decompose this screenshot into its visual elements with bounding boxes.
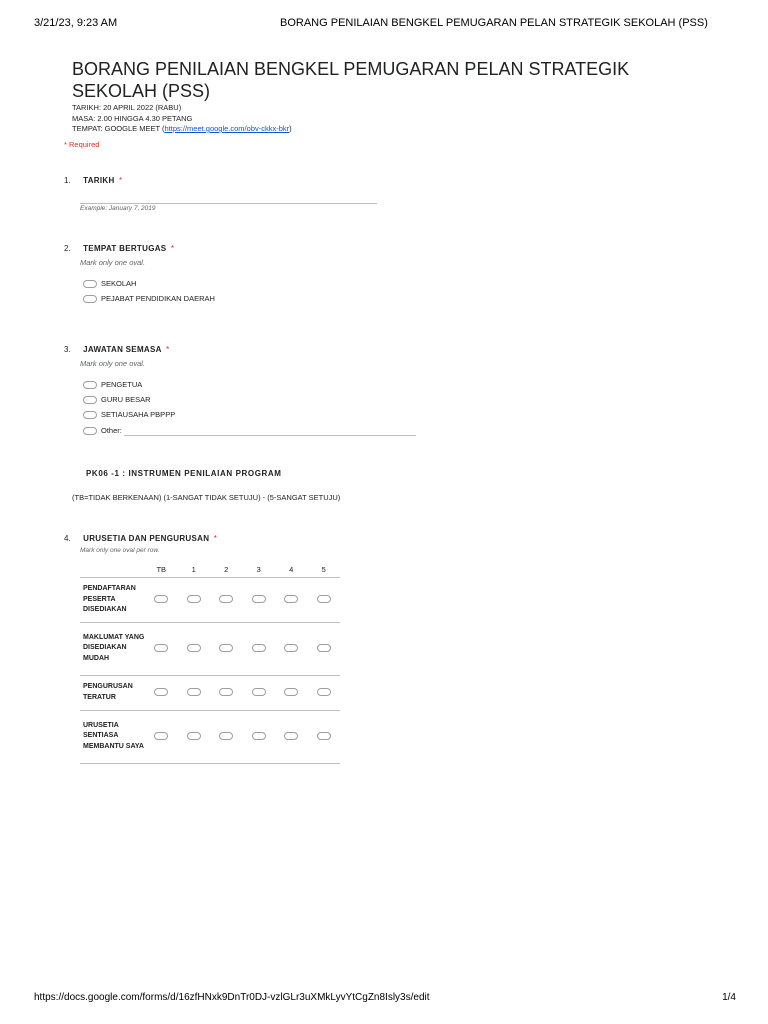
column-header: 1 bbox=[191, 564, 196, 574]
question-4-header bbox=[64, 528, 217, 546]
print-url: https://docs.google.com/forms/d/16zfHNxk9DnTr0DJ-vzlGLr3uXMkLyvYtCgZn8Isly3s/edit bbox=[34, 992, 430, 1003]
radio-oval[interactable] bbox=[83, 381, 97, 389]
desc-tarikh: TARIKH: 20 APRIL 2022 (RABU) bbox=[72, 103, 182, 112]
radio-oval[interactable] bbox=[284, 644, 298, 652]
section-description: (TB=TIDAK BERKENAAN) (1-SANGAT TIDAK SETUJU) - (5-SANGAT SETUJU) bbox=[72, 493, 341, 502]
radio-oval[interactable] bbox=[187, 595, 201, 603]
option-label: Other: bbox=[101, 426, 122, 435]
question-2-header bbox=[64, 238, 174, 256]
option-pengetua[interactable] bbox=[83, 380, 142, 389]
rating-grid bbox=[80, 561, 340, 764]
radio-oval[interactable] bbox=[187, 732, 201, 740]
form-description bbox=[72, 103, 292, 135]
grid-row bbox=[80, 578, 340, 623]
option-setiausaha-pbppp[interactable] bbox=[83, 410, 175, 419]
desc-tempat-suffix: ) bbox=[289, 124, 292, 133]
question-hint: Mark only one oval. bbox=[80, 258, 146, 267]
radio-oval[interactable] bbox=[284, 688, 298, 696]
row-label: PENDAFTARAN PESERTA DISEDIAKAN bbox=[80, 578, 145, 623]
radio-oval[interactable] bbox=[284, 732, 298, 740]
form-title: BORANG PENILAIAN BENGKEL PEMUGARAN PELAN STRATEGIK SEKOLAH (PSS) bbox=[72, 59, 630, 101]
question-number: 1. bbox=[64, 176, 71, 185]
option-label: PEJABAT PENDIDIKAN DAERAH bbox=[101, 294, 215, 303]
column-header: 5 bbox=[321, 564, 326, 574]
question-3-header bbox=[64, 339, 169, 357]
radio-oval[interactable] bbox=[219, 595, 233, 603]
desc-tempat bbox=[72, 124, 292, 135]
column-header: 3 bbox=[256, 564, 261, 574]
option-other[interactable] bbox=[83, 426, 122, 435]
radio-oval[interactable] bbox=[154, 644, 168, 652]
question-1-header bbox=[64, 170, 122, 188]
radio-oval[interactable] bbox=[219, 644, 233, 652]
required-star: * bbox=[213, 534, 217, 543]
date-example: Example: January 7, 2019 bbox=[80, 205, 156, 212]
question-number: 3. bbox=[64, 345, 71, 354]
row-label: URUSETIA SENTIASA MEMBANTU SAYA bbox=[80, 710, 145, 763]
radio-oval[interactable] bbox=[317, 595, 331, 603]
question-title: TEMPAT BERTUGAS bbox=[83, 244, 167, 253]
radio-oval[interactable] bbox=[252, 595, 266, 603]
grid-row bbox=[80, 675, 340, 710]
radio-oval[interactable] bbox=[219, 688, 233, 696]
page-number: 1/4 bbox=[722, 992, 736, 1003]
section-title: PK06 -1 : INSTRUMEN PENILAIAN PROGRAM bbox=[86, 469, 282, 478]
meet-link[interactable]: https://meet.google.com/obv-ckkx-bkr bbox=[164, 124, 290, 133]
radio-oval[interactable] bbox=[252, 732, 266, 740]
question-title: JAWATAN SEMASA bbox=[83, 345, 162, 354]
grid-row bbox=[80, 710, 340, 763]
desc-tempat-prefix: TEMPAT: GOOGLE MEET ( bbox=[72, 124, 165, 133]
question-number: 4. bbox=[64, 534, 71, 543]
column-header: 2 bbox=[224, 564, 229, 574]
other-text-field[interactable] bbox=[124, 435, 416, 436]
radio-oval[interactable] bbox=[83, 427, 97, 435]
radio-oval[interactable] bbox=[252, 688, 266, 696]
radio-oval[interactable] bbox=[317, 644, 331, 652]
question-title: TARIKH bbox=[83, 176, 115, 185]
radio-oval[interactable] bbox=[154, 688, 168, 696]
date-answer-field[interactable] bbox=[80, 203, 377, 204]
row-label: PENGURUSAN TERATUR bbox=[80, 675, 145, 710]
radio-oval[interactable] bbox=[154, 732, 168, 740]
radio-oval[interactable] bbox=[154, 595, 168, 603]
radio-oval[interactable] bbox=[187, 644, 201, 652]
grid-corner bbox=[80, 561, 145, 578]
radio-oval[interactable] bbox=[83, 280, 97, 288]
required-star: * bbox=[170, 244, 175, 253]
question-hint: Mark only one oval per row. bbox=[80, 547, 160, 554]
radio-oval[interactable] bbox=[83, 396, 97, 404]
radio-oval[interactable] bbox=[83, 295, 97, 303]
row-label: MAKLUMAT YANG DISEDIAKAN MUDAH bbox=[80, 622, 145, 675]
grid-header-row bbox=[80, 561, 340, 578]
radio-oval[interactable] bbox=[219, 732, 233, 740]
question-title: URUSETIA DAN PENGURUSAN bbox=[83, 534, 210, 543]
option-sekolah[interactable] bbox=[83, 279, 136, 288]
radio-oval[interactable] bbox=[252, 644, 266, 652]
print-doc-title: BORANG PENILAIAN BENGKEL PEMUGARAN PELAN STRATEGIK SEKOLAH (PSS) bbox=[280, 17, 708, 29]
radio-oval[interactable] bbox=[284, 595, 298, 603]
question-hint: Mark only one oval. bbox=[80, 359, 146, 368]
option-guru-besar[interactable] bbox=[83, 395, 151, 404]
option-label: SEKOLAH bbox=[101, 279, 137, 288]
column-header: TB bbox=[156, 564, 167, 574]
column-header: 4 bbox=[289, 564, 294, 574]
option-pejabat-pendidikan-daerah[interactable] bbox=[83, 294, 215, 303]
option-label: PENGETUA bbox=[101, 380, 143, 389]
required-note: * Required bbox=[64, 140, 100, 149]
print-header bbox=[34, 17, 736, 31]
option-label: GURU BESAR bbox=[101, 395, 151, 404]
radio-oval[interactable] bbox=[83, 411, 97, 419]
radio-oval[interactable] bbox=[317, 688, 331, 696]
radio-oval[interactable] bbox=[187, 688, 201, 696]
grid-row bbox=[80, 622, 340, 675]
desc-masa: MASA: 2.00 HINGGA 4.30 PETANG bbox=[72, 113, 193, 123]
question-number: 2. bbox=[64, 244, 71, 253]
required-star: * bbox=[119, 176, 123, 185]
required-star: * bbox=[166, 345, 170, 354]
print-date: 3/21/23, 9:23 AM bbox=[34, 17, 118, 29]
radio-oval[interactable] bbox=[317, 732, 331, 740]
option-label: SETIAUSAHA PBPPP bbox=[101, 410, 176, 419]
